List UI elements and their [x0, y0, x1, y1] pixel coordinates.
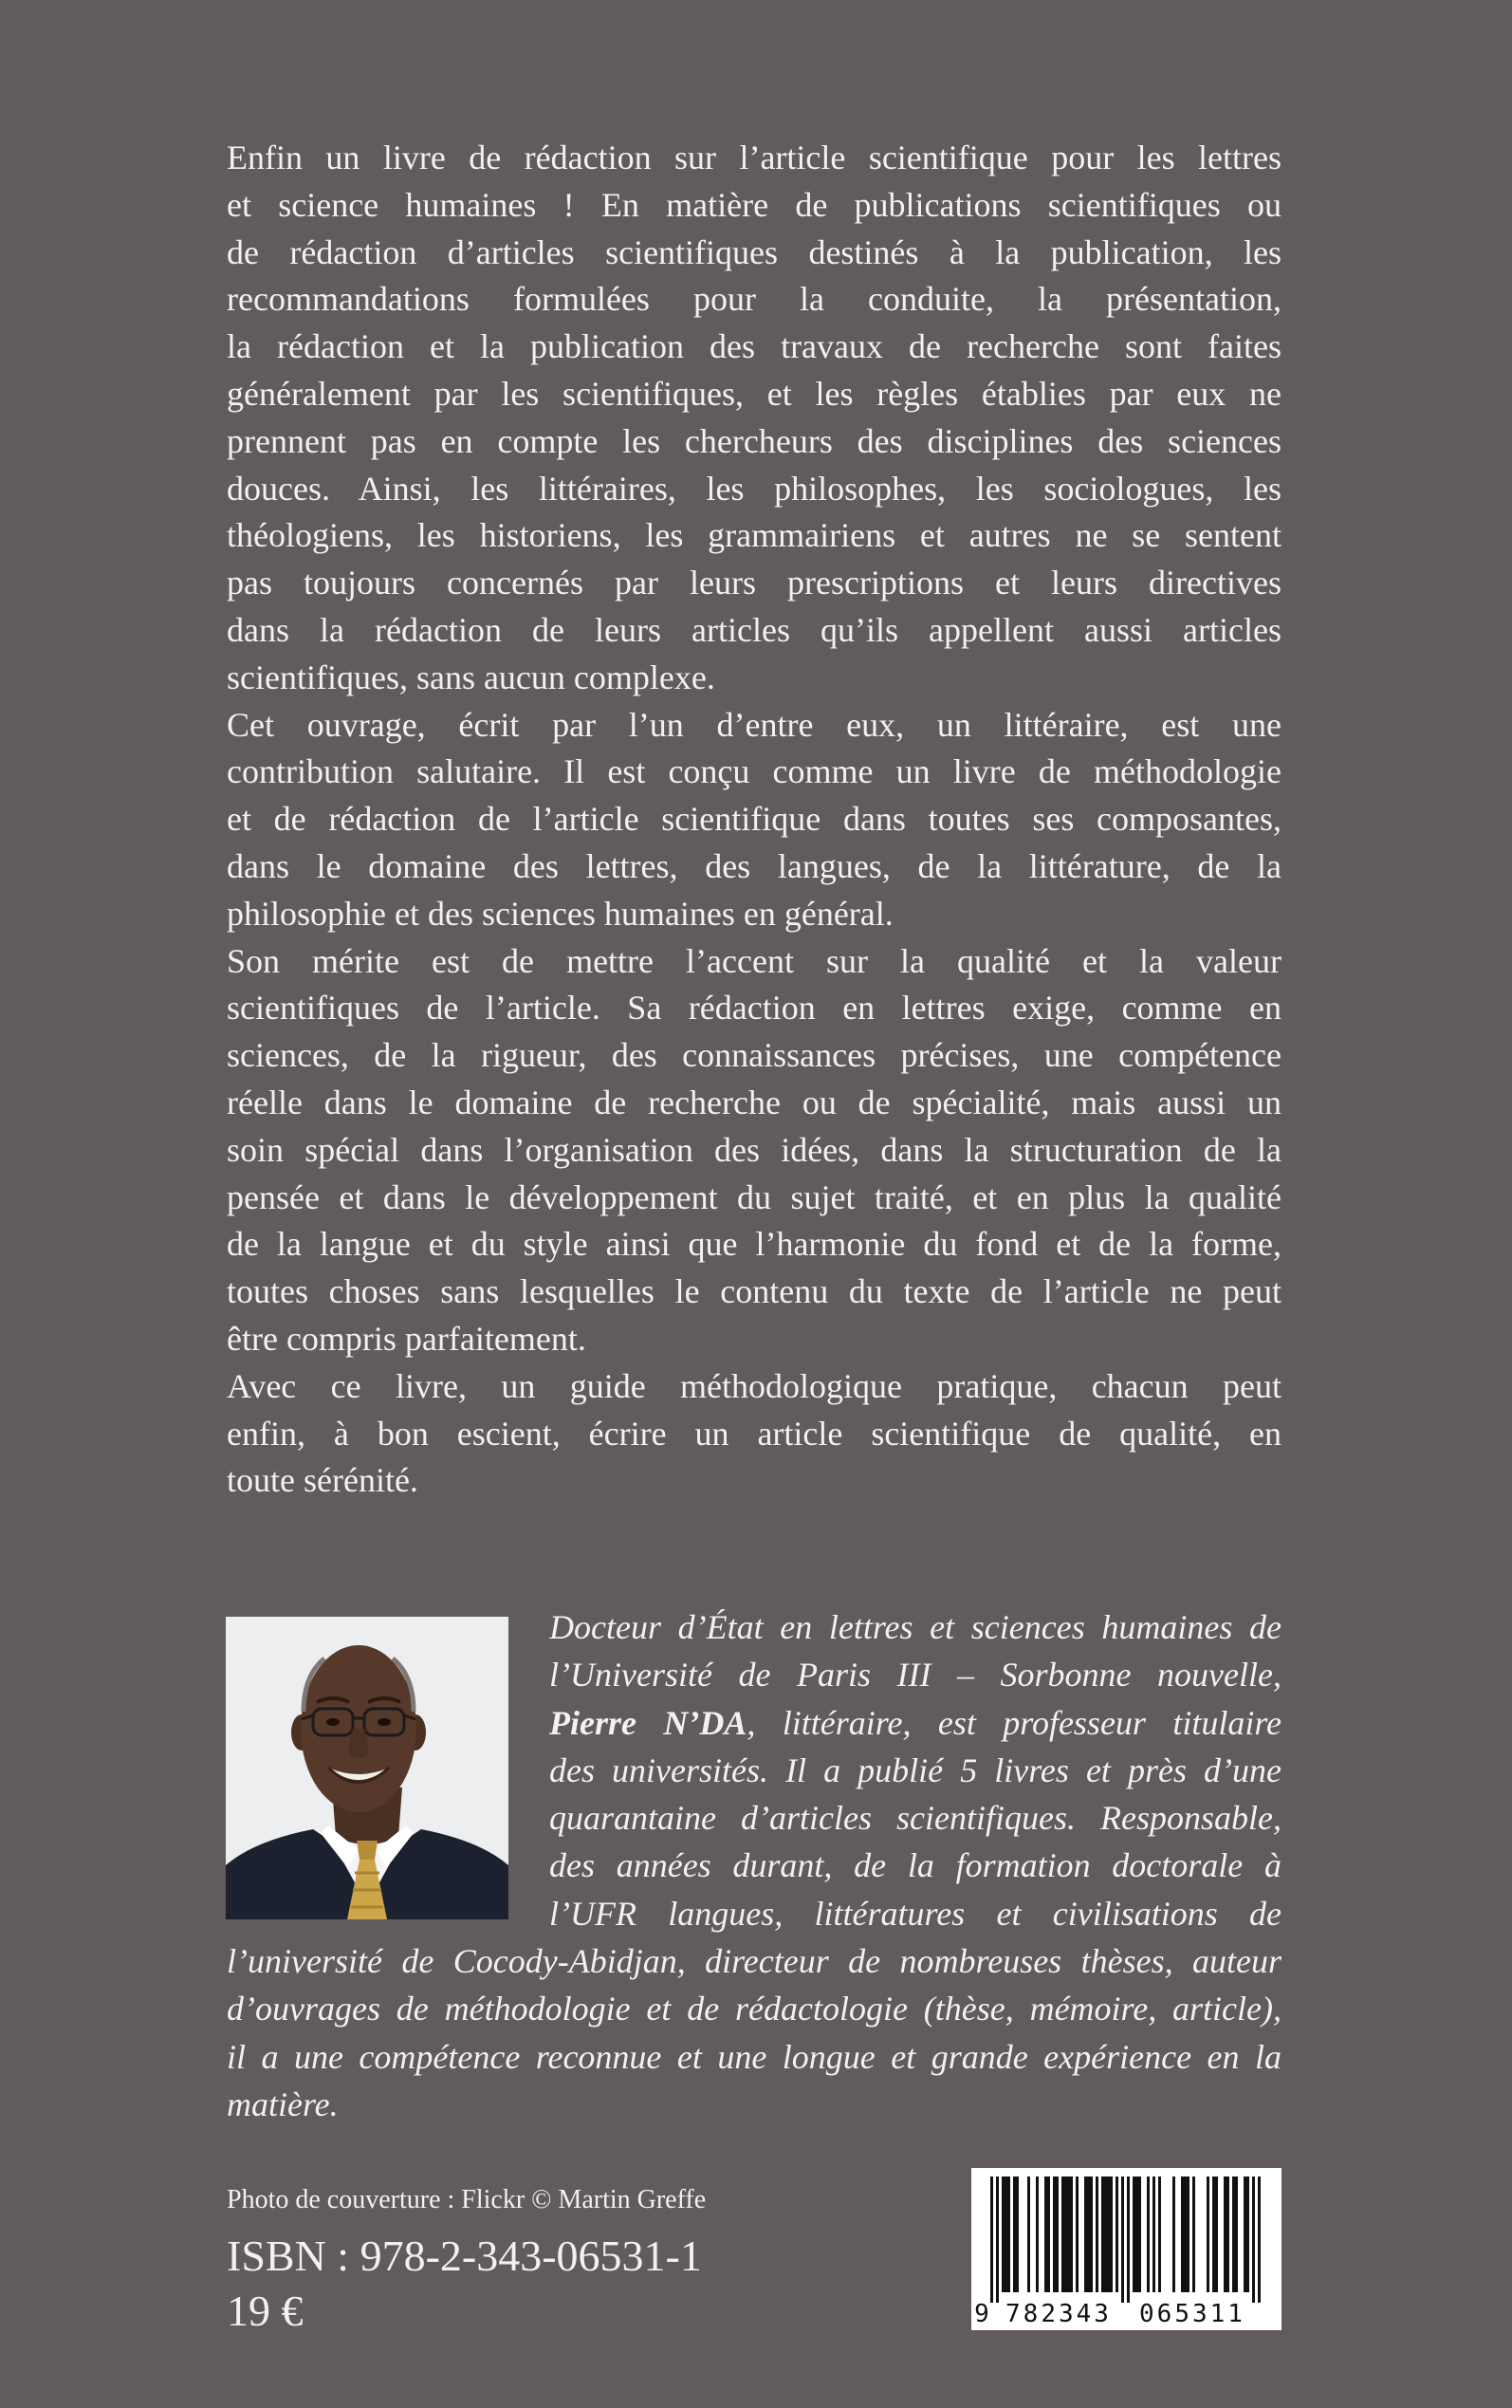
barcode-first-digit: 9: [974, 2300, 989, 2328]
paragraph-1: [227, 135, 1282, 702]
text-line: toutes choses sans lesquelles le contenu du texte de l’article ne peut: [227, 1272, 1282, 1311]
barcode: [971, 2168, 1282, 2330]
text-line: théologiens, les historiens, les grammairiens et autres ne se sentent: [227, 516, 1282, 555]
bio-line: l’Université de Paris III – Sorbonne nouvelle,: [549, 1656, 1282, 1695]
text-line: prennent pas en compte les chercheurs des disciplines des sciences: [227, 421, 1282, 460]
barcode-bar: [1076, 2176, 1079, 2292]
text-line: de rédaction d’articles scientifiques destinés à la publication, les: [227, 232, 1282, 271]
bio-line: quarantaine d’articles scientifiques. Responsable,: [549, 1799, 1282, 1838]
barcode-guard-bar: [1258, 2176, 1261, 2303]
text-line: contribution salutaire. Il est conçu comme un livre de méthodologie: [227, 752, 1282, 791]
text-line: dans le domaine des lettres, des langues, de la littérature, de la: [227, 846, 1282, 885]
text-line: pas toujours concernés par leurs prescriptions et leurs directives: [227, 564, 1282, 602]
barcode-guard-bar: [1127, 2176, 1130, 2303]
barcode-bar: [1053, 2176, 1059, 2292]
barcode-bar: [1172, 2176, 1175, 2292]
text-line: dans la rédaction de leurs articles qu’ils appellent aussi articles: [227, 610, 1282, 649]
barcode-bar: [1192, 2176, 1195, 2292]
text-line: toute sérénité.: [227, 1461, 418, 1500]
text-line: soin spécial dans l’organisation des idées, dans la structuration de la: [227, 1130, 1282, 1169]
barcode-right-digits: 065311: [1139, 2300, 1245, 2328]
bio-line: des universités. Il a publié 5 livres et près d’une: [549, 1750, 1282, 1789]
text-line: Cet ouvrage, écrit par l’un d’entre eux, un littéraire, est une: [227, 705, 1282, 744]
text-line: la rédaction et la publication des travaux de recherche sont faites: [227, 327, 1282, 366]
barcode-left-digits: 782343: [1005, 2300, 1112, 2328]
paragraph-2: [227, 702, 1282, 938]
barcode-bar: [1232, 2176, 1238, 2292]
barcode-bar: [1207, 2176, 1209, 2292]
bio-line: l’UFR langues, littératures et civilisations de: [549, 1894, 1282, 1933]
barcode-bar: [1002, 2176, 1010, 2292]
text-line: philosophie et des sciences humaines en général.: [227, 894, 894, 933]
barcode-bar: [1116, 2176, 1118, 2292]
barcode-bar: [1212, 2176, 1218, 2292]
bio-line-text: , littéraire, est professeur titulaire: [747, 1703, 1282, 1742]
bio-line: l’université de Cocody-Abidjan, directeur de nombreuses thèses, auteur: [227, 1942, 1282, 1981]
barcode-bar: [1158, 2176, 1161, 2292]
bio-line: [549, 1699, 1282, 1747]
text-line: généralement par les scientifiques, et les règles établies par eux ne: [227, 374, 1282, 413]
text-line: et de rédaction de l’article scientifique dans toutes ses composantes,: [227, 800, 1282, 839]
text-line: pensée et dans le développement du sujet traité, et en plus la qualité: [227, 1177, 1282, 1216]
text-line: de la langue et du style ainsi que l’harmonie du fond et de la forme,: [227, 1225, 1282, 1264]
bio-line: d’ouvrages de méthodologie et de rédactologie (thèse, mémoire, article),: [227, 1990, 1282, 2028]
barcode-bar: [1096, 2176, 1098, 2292]
barcode-guard-bar: [1252, 2176, 1255, 2303]
barcode-bar: [1224, 2176, 1229, 2292]
author-bio: [227, 1603, 1282, 2128]
text-line: enfin, à bon escient, écrire un article scientifique de qualité, en: [227, 1414, 1282, 1453]
isbn: ISBN : 978-2-343-06531-1: [227, 2232, 702, 2280]
paragraph-4: [227, 1363, 1282, 1505]
barcode-bar: [1044, 2176, 1050, 2292]
barcode-bar: [1084, 2176, 1093, 2292]
barcode-guard-bar: [1121, 2176, 1124, 2303]
barcode-bar: [1027, 2176, 1030, 2292]
bio-line: il a une compétence reconnue et une longue et grande expérience en la: [227, 2037, 1282, 2076]
price: 19 €: [227, 2287, 304, 2335]
bio-line: des années durant, de la formation doctorale à: [549, 1846, 1282, 1885]
barcode-bar: [1147, 2176, 1150, 2292]
author-name: Pierre N’DA: [549, 1703, 747, 1742]
text-line: réelle dans le domaine de recherche ou de spécialité, mais aussi un: [227, 1083, 1282, 1121]
barcode-bar: [1244, 2176, 1249, 2292]
barcode-bars: [990, 2176, 1261, 2303]
barcode-bar: [1013, 2176, 1019, 2292]
barcode-guard-bar: [990, 2176, 993, 2303]
barcode-bar: [1036, 2176, 1039, 2292]
text-line: scientifiques, sans aucun complexe.: [227, 658, 715, 696]
barcode-bar: [1181, 2176, 1189, 2292]
bio-line: matière.: [227, 2084, 339, 2123]
text-line: Son mérite est de mettre l’accent sur la qualité et la valeur: [227, 941, 1282, 980]
text-line: et science humaines ! En matière de publications scientifiques ou: [227, 185, 1282, 224]
barcode-guard-bar: [996, 2176, 999, 2303]
photo-credit: Photo de couverture : Flickr © Martin Greffe: [227, 2185, 707, 2214]
back-cover-description: [227, 135, 1282, 1505]
barcode-bar: [1101, 2176, 1113, 2292]
bio-line: Docteur d’État en lettres et sciences humaines de: [549, 1608, 1282, 1646]
barcode-bar: [1152, 2176, 1155, 2292]
text-line: sciences, de la rigueur, des connaissances précises, une compétence: [227, 1036, 1282, 1075]
text-line: douces. Ainsi, les littéraires, les philosophes, les sociologues, les: [227, 469, 1282, 508]
barcode-bar: [1061, 2176, 1073, 2292]
barcode-bar: [1133, 2176, 1141, 2292]
text-line: Enfin un livre de rédaction sur l’article scientifique pour les lettres: [227, 139, 1282, 176]
text-line: recommandations formulées pour la conduite, la présentation,: [227, 280, 1282, 319]
text-line: scientifiques de l’article. Sa rédaction en lettres exige, comme en: [227, 989, 1282, 1028]
text-line: être compris parfaitement.: [227, 1319, 586, 1358]
text-line: Avec ce livre, un guide méthodologique pratique, chacun peut: [227, 1366, 1282, 1405]
paragraph-3: [227, 938, 1282, 1363]
